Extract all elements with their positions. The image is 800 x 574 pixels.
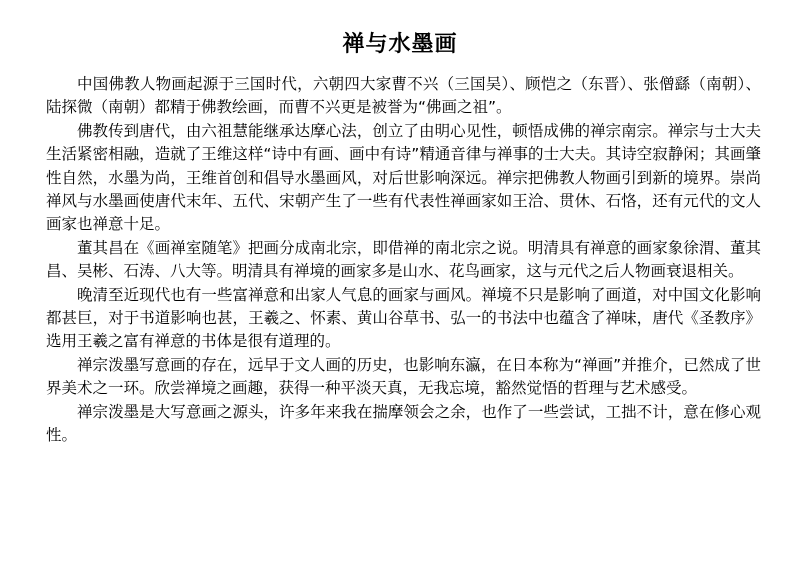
document-body xyxy=(46,73,761,448)
document-title: 禅与水墨画 xyxy=(342,32,458,57)
paragraph-dong-qichang: 董其昌在《画禅室随笔》把画分成南北宗，即借禅的南北宗之说。明清具有禅意的画家象徐渭、董其昌、吴彬、石涛、八大等。明清具有禅境的画家多是山水、花鸟画家，这与元代之后人物画衰退相关。 xyxy=(46,238,761,281)
paragraph-origin: 中国佛教人物画起源于三国时代，六朝四大家曹不兴（三国吴）、顾恺之（东晋）、张僧繇（南朝）、陆探微（南朝）都精于佛教绘画，而曹不兴更是被誉为“佛画之祖”。 xyxy=(46,75,761,117)
paragraph-zen-ink-painting: 禅宗泼墨写意画的存在，远早于文人画的历史，也影响东瀛，在日本称为“禅画”并推介，已然成了世界美术之一环。欣尝禅境之画趣，获得一种平淡天真，无我忘境，豁然觉悟的哲理与艺术感受。 xyxy=(46,355,761,398)
paragraph-late-qing: 晚清至近现代也有一些富禅意和出家人气息的画家与画风。禅境不只是影响了画道，对中国文化影响都甚巨，对于书道影响也甚，王羲之、怀素、黄山谷草书、弘一的书法中也蕴含了禅味，唐代《圣教序》选用王羲之富有禅意的书体是很有道理的。 xyxy=(46,285,761,351)
paragraph-closing: 禅宗泼墨是大写意画之源头，许多年来我在揣摩领会之余，也作了一些尝试，工拙不计，意在修心观性。 xyxy=(46,402,761,445)
paragraph-tang-dynasty: 佛教传到唐代，由六祖慧能继承达摩心法，创立了由明心见性，顿悟成佛的禅宗南宗。禅宗与士大夫生活紧密相融，造就了王维这样“诗中有画、画中有诗”精通音律与禅事的士大夫。其诗空寂静闲；其画肇性自然，水墨为尚，王维首创和倡导水墨画风，对后世影响深远。禅宗把佛教人物画引到新的境界。崇尚禅风与水墨画使唐代末年、五代、宋朝产生了一些有代表性禅画家如王洽、贯休、石恪，还有元代的文人画家也禅意十足。 xyxy=(46,121,761,234)
